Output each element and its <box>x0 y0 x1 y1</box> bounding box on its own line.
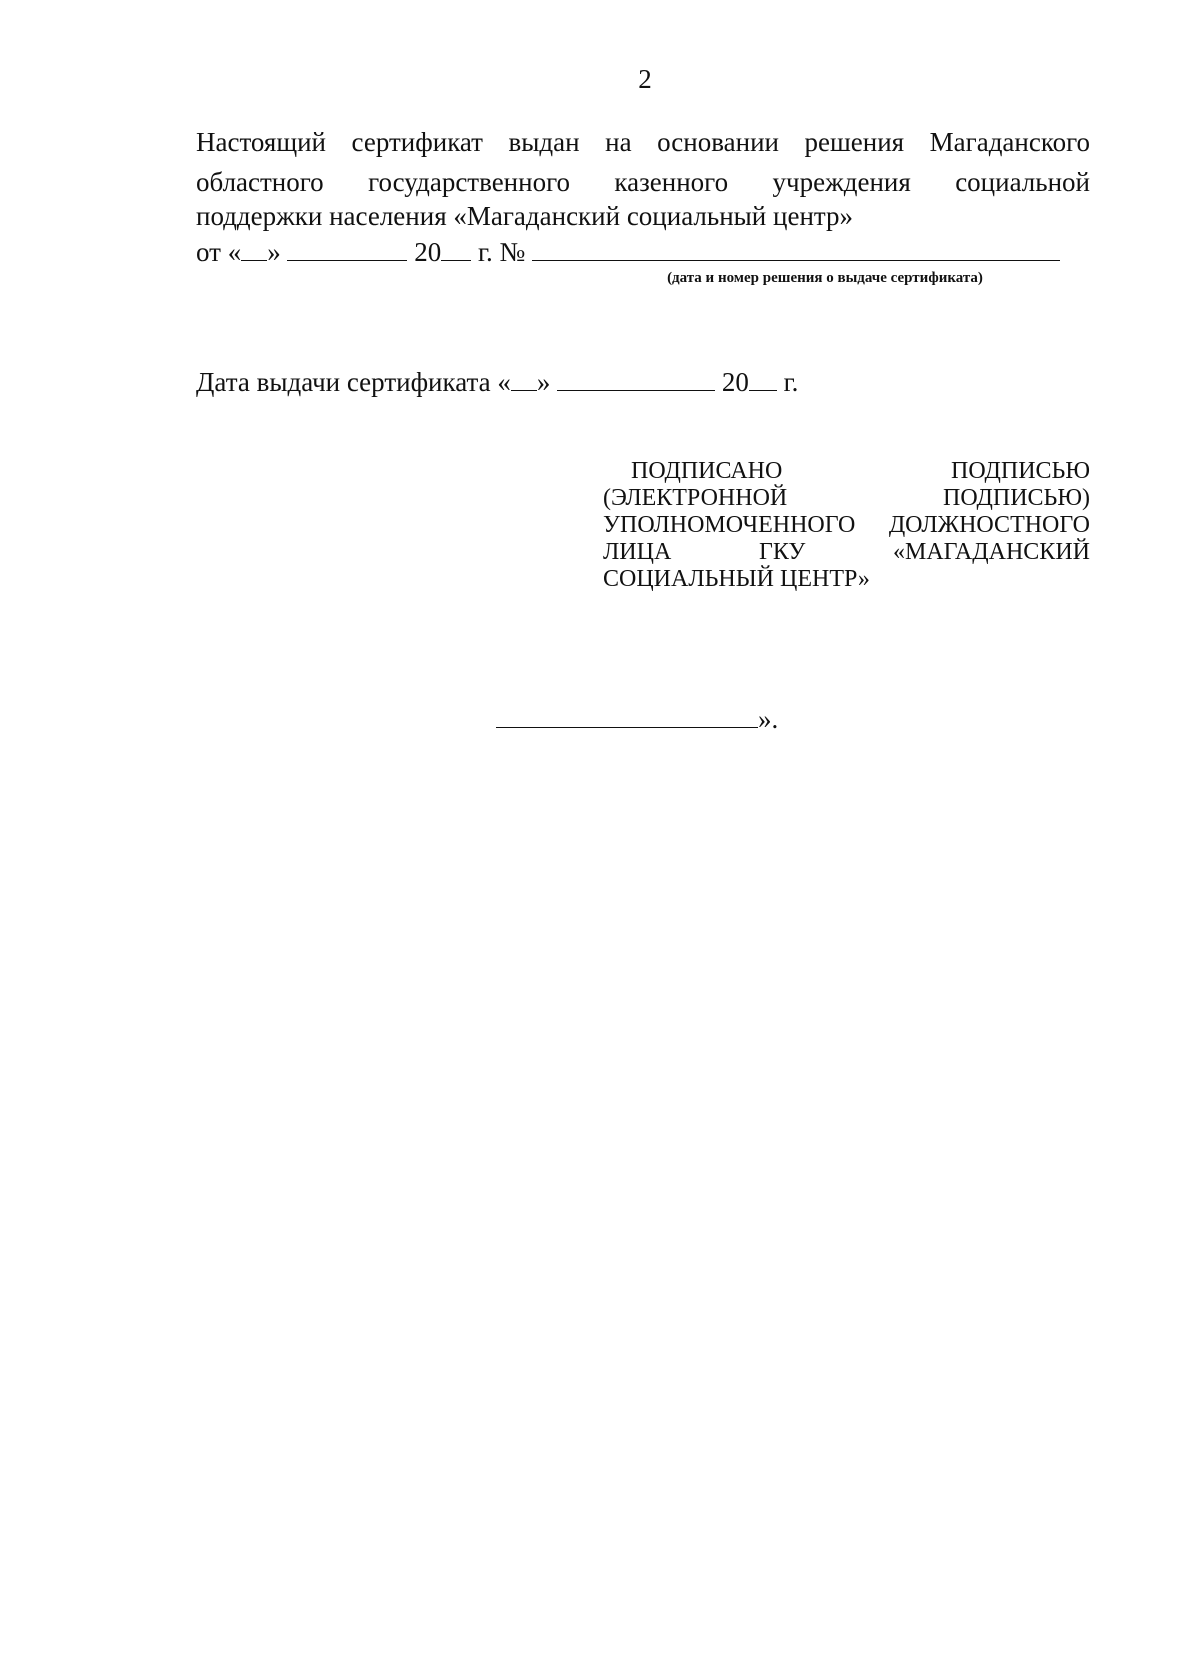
signature-word: УПОЛНОМОЧЕННОГО <box>603 512 856 538</box>
decision-quote-close: » <box>267 237 281 267</box>
issue-year-prefix: 20 <box>721 367 749 397</box>
signature-word: ЛИЦА <box>603 539 672 565</box>
decision-day-blank <box>241 238 267 261</box>
issue-month-blank <box>557 368 715 391</box>
intro-line-2: областного государственного казенного учреждения социальной <box>196 167 1090 197</box>
electronic-signature-stamp <box>603 458 1090 593</box>
signature-word: ПОДПИСЬЮ <box>951 458 1090 484</box>
issue-day-blank <box>511 368 537 391</box>
decision-date-line <box>196 232 1090 272</box>
signature-word: (ЭЛЕКТРОННОЙ <box>603 485 788 511</box>
closing-line <box>496 704 778 735</box>
issue-year-blank <box>749 368 777 391</box>
decision-month-blank <box>287 238 407 261</box>
issue-date-line <box>196 362 798 402</box>
signature-row-1 <box>603 458 1090 485</box>
issue-quote-close: » <box>536 367 551 397</box>
decision-prefix: от « <box>196 237 242 267</box>
signature-word: «МАГАДАНСКИЙ <box>893 539 1090 565</box>
signature-word: ГКУ <box>758 539 806 565</box>
signature-row-4 <box>603 539 1090 566</box>
decision-year-suffix: г. № <box>477 237 526 267</box>
intro-line-3: поддержки населения «Магаданский социальный центр» <box>196 201 854 231</box>
signature-row-2 <box>603 485 1090 512</box>
decision-caption: (дата и номер решения о выдаче сертификата) <box>667 270 983 286</box>
signature-word: ПОДПИСАНО <box>631 458 783 484</box>
issue-date-label: Дата выдачи сертификата « <box>196 367 511 397</box>
decision-number-blank <box>532 238 1060 261</box>
intro-line-1: Настоящий сертификат выдан на основании решения Магаданского <box>196 127 1090 157</box>
signature-row-5: СОЦИАЛЬНЫЙ ЦЕНТР» <box>603 566 870 592</box>
signature-word: ДОЛЖНОСТНОГО <box>888 512 1090 538</box>
page-number: 2 <box>638 64 652 94</box>
signature-word: ПОДПИСЬЮ) <box>943 485 1090 511</box>
closing-blank <box>496 705 758 728</box>
decision-year-blank <box>441 238 471 261</box>
issue-year-suffix: г. <box>783 367 799 397</box>
signature-row-3 <box>603 512 1090 539</box>
closing-suffix: ». <box>758 704 779 734</box>
decision-year-prefix: 20 <box>414 237 442 267</box>
